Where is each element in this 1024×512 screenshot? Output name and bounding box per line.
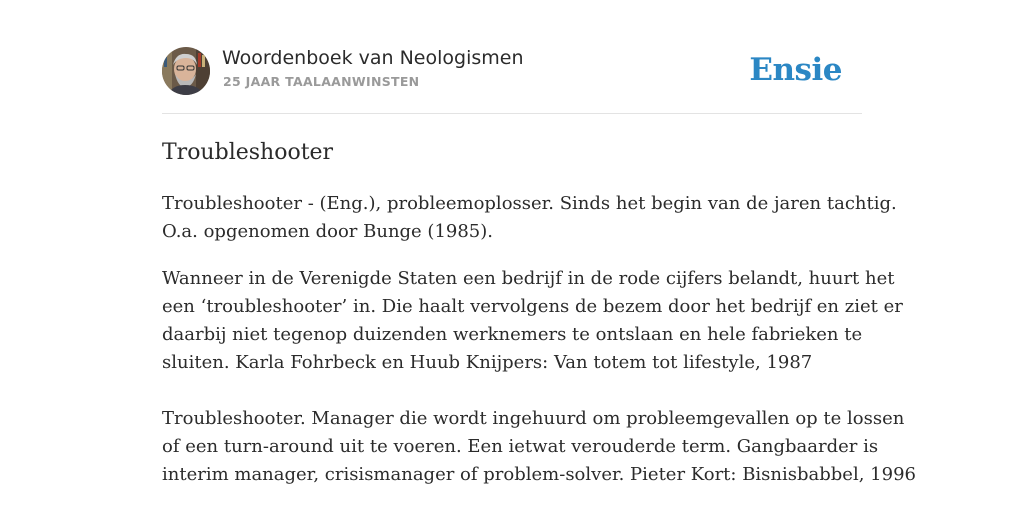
quote-paragraph [162, 265, 903, 377]
paragraph-line: O.a. opgenomen door Bunge (1985). [162, 221, 494, 242]
definition-paragraph [162, 190, 897, 246]
site-name[interactable]: Woordenboek van Neologismen [222, 47, 524, 69]
avatar-image [162, 47, 210, 95]
quote-paragraph [162, 405, 916, 489]
author-avatar[interactable] [162, 47, 210, 95]
header [162, 46, 862, 96]
paragraph-line: Wanneer in de Verenigde Staten een bedrijf in de rode cijfers belandt, huurt het [162, 268, 895, 289]
header-divider [162, 113, 862, 114]
site-tagline: 25 JAAR TAALAANWINSTEN [223, 74, 420, 89]
paragraph-line: interim manager, crisismanager of problem-solver. Pieter Kort: Bisnisbabbel, 1996 [162, 464, 916, 485]
paragraph-line: Troubleshooter. Manager die wordt ingehuurd om probleemgevallen op te lossen [162, 408, 905, 429]
brand-logo[interactable]: Ensie [749, 52, 842, 88]
paragraph-line: Troubleshooter - (Eng.), probleemoplosser. Sinds het begin van de jaren tachtig. [162, 193, 897, 214]
paragraph-line: een ‘troubleshooter’ in. Die haalt vervolgens de bezem door het bedrijf en ziet er [162, 296, 903, 317]
paragraph-line: sluiten. Karla Fohrbeck en Huub Knijpers: Van totem tot lifestyle, 1987 [162, 352, 813, 373]
paragraph-line: of een turn-around uit te voeren. Een ietwat verouderde term. Gangbaarder is [162, 436, 879, 457]
paragraph-line: daarbij niet tegenop duizenden werknemers te ontslaan en hele fabrieken te [162, 324, 863, 345]
entry-title: Troubleshooter [162, 140, 334, 165]
